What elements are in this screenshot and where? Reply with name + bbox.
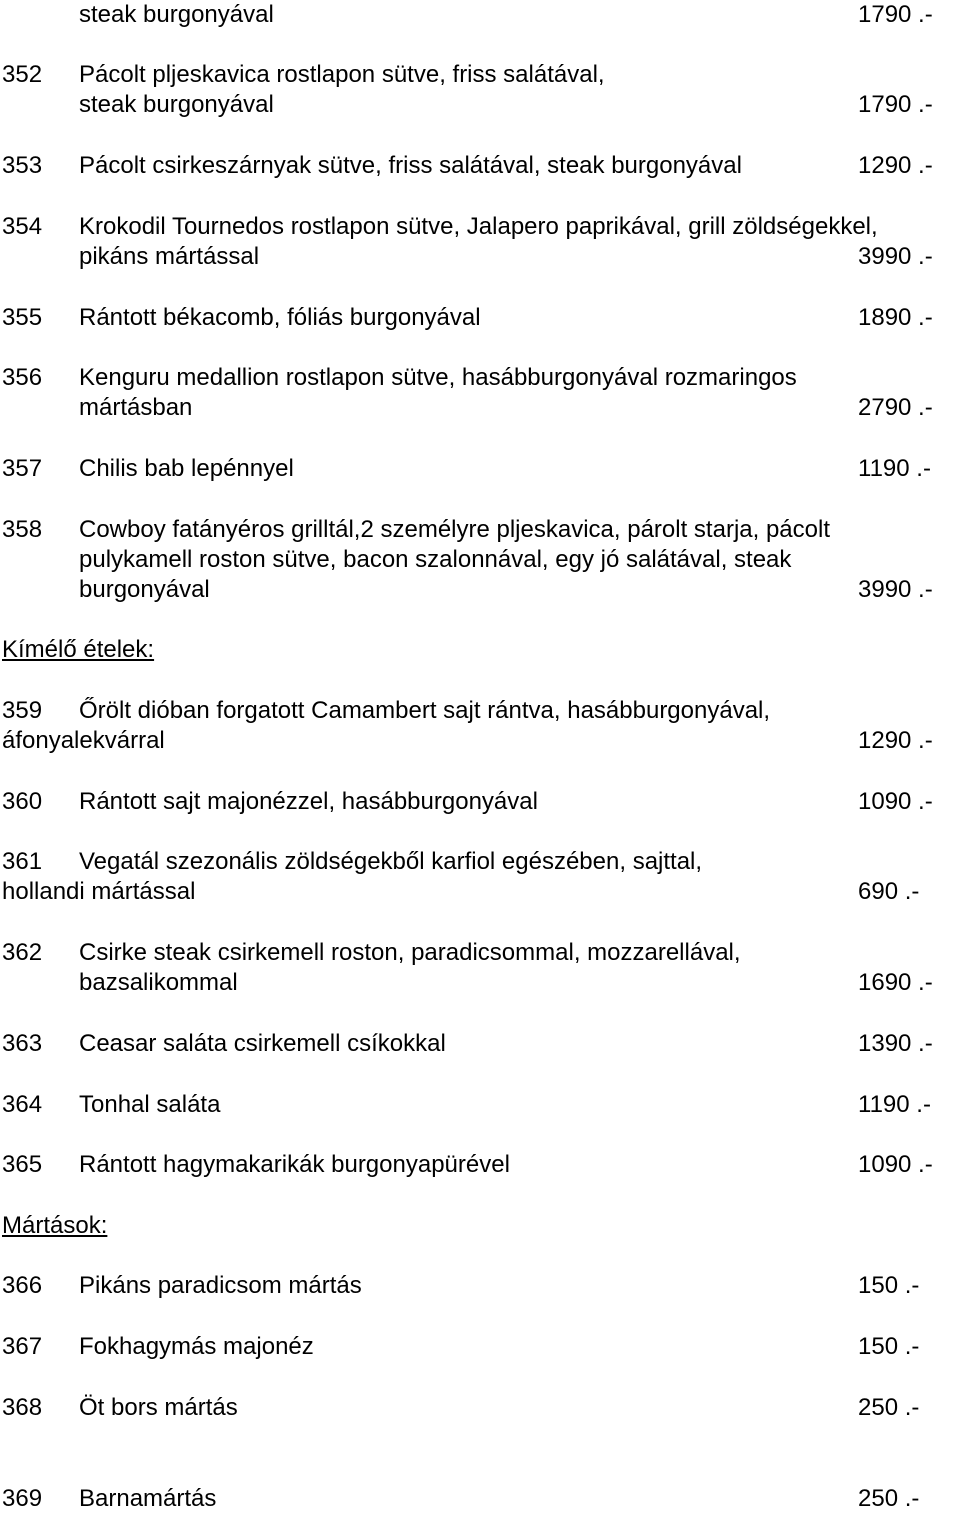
menu-item-text: Barnamártás [79, 1485, 217, 1512]
menu-item-price: 150 .- [858, 1333, 920, 1360]
menu-item-text: Rántott hagymakarikák burgonyapürével [79, 1151, 510, 1178]
menu-item-price: 1790 .- [858, 1, 933, 28]
menu-item-price: 150 .- [858, 1272, 920, 1299]
menu-item-text: Cowboy fatányéros grilltál,2 személyre pljeskavica, párolt starja, pácolt [79, 516, 830, 543]
menu-item-price: 1690 .- [858, 969, 933, 996]
menu-item-text: Öt bors mártás [79, 1394, 238, 1421]
menu-item-number: 367 [2, 1333, 43, 1360]
menu-item-text: Pikáns paradicsom mártás [79, 1272, 362, 1299]
menu-item-price: 1290 .- [858, 152, 933, 179]
menu-item-text: Krokodil Tournedos rostlapon sütve, Jalapero paprikával, grill zöldségekkel, [79, 213, 878, 240]
menu-item-text: pikáns mártással [79, 243, 260, 270]
menu-item-price: 1790 .- [858, 91, 933, 118]
menu-item-text: Pácolt csirkeszárnyak sütve, friss salátával, steak burgonyával [79, 152, 742, 179]
section-heading: Mártások: [2, 1212, 108, 1239]
menu-item-price: 1190 .- [858, 1091, 931, 1118]
menu-item-number: 359 [2, 697, 43, 724]
menu-item-number: 365 [2, 1151, 43, 1178]
menu-item-text: Rántott békacomb, fóliás burgonyával [79, 304, 481, 331]
menu-item-text: Vegatál szezonális zöldségekből karfiol egészében, sajttal, [79, 848, 703, 875]
menu-item-price: 1090 .- [858, 1151, 933, 1178]
menu-item-number: 356 [2, 364, 43, 391]
menu-item-text: Ceasar saláta csirkemell csíkokkal [79, 1030, 446, 1057]
menu-item-text: pulykamell roston sütve, bacon szalonnával, egy jó salátával, steak [79, 546, 792, 573]
menu-item-number: 354 [2, 213, 43, 240]
menu-item-number: 357 [2, 455, 43, 482]
menu-item-price: 1390 .- [858, 1030, 933, 1057]
menu-item-number: 363 [2, 1030, 43, 1057]
menu-item-text: Csirke steak csirkemell roston, paradicsommal, mozzarellával, [79, 939, 741, 966]
section-heading: Kímélő ételek: [2, 636, 155, 663]
menu-item-price: 3990 .- [858, 243, 933, 270]
menu-item-price: 250 .- [858, 1485, 920, 1512]
menu-item-number: 360 [2, 788, 43, 815]
menu-item-number: 364 [2, 1091, 43, 1118]
menu-item-text: bazsalikommal [79, 969, 238, 996]
menu-item-price: 1290 .- [858, 727, 933, 754]
menu-item-text: steak burgonyával [79, 1, 274, 28]
menu-item-text: Kenguru medallion rostlapon sütve, hasábburgonyával rozmaringos [79, 364, 797, 391]
menu-item-number: 361 [2, 848, 43, 875]
menu-item-text: áfonyalekvárral [2, 727, 165, 754]
menu-item-price: 2790 .- [858, 394, 933, 421]
menu-item-price: 250 .- [858, 1394, 920, 1421]
menu-item-number: 362 [2, 939, 43, 966]
menu-item-text: Rántott sajt majonézzel, hasábburgonyával [79, 788, 538, 815]
menu-item-price: 1090 .- [858, 788, 933, 815]
menu-item-price: 1890 .- [858, 304, 933, 331]
menu-item-number: 369 [2, 1485, 43, 1512]
menu-item-text: steak burgonyával [79, 91, 274, 118]
menu-item-text: hollandi mártással [2, 878, 196, 905]
menu-item-number: 368 [2, 1394, 43, 1421]
menu-item-text: burgonyával [79, 576, 210, 603]
menu-item-number: 352 [2, 61, 43, 88]
menu-item-text: mártásban [79, 394, 193, 421]
menu-item-text: Fokhagymás majonéz [79, 1333, 314, 1360]
menu-item-price: 3990 .- [858, 576, 933, 603]
menu-item-number: 353 [2, 152, 43, 179]
menu-item-number: 358 [2, 516, 43, 543]
menu-item-number: 366 [2, 1272, 43, 1299]
menu-item-text: Őrölt dióban forgatott Camambert sajt rántva, hasábburgonyával, [79, 697, 771, 724]
menu-item-price: 1190 .- [858, 455, 931, 482]
menu-item-price: 690 .- [858, 878, 920, 905]
menu-item-text: Tonhal saláta [79, 1091, 221, 1118]
menu-item-text: Chilis bab lepénnyel [79, 455, 294, 482]
menu-item-number: 355 [2, 304, 43, 331]
menu-item-text: Pácolt pljeskavica rostlapon sütve, friss salátával, [79, 61, 605, 88]
